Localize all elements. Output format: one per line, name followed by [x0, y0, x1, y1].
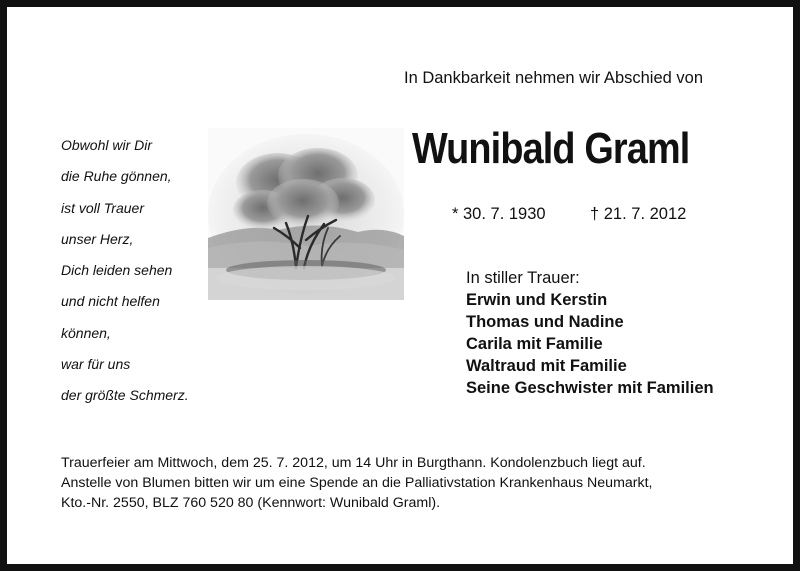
birth-date: * 30. 7. 1930: [452, 205, 546, 223]
poem-line: war für uns: [61, 356, 131, 373]
mourner-entry: Waltraud mit Familie: [466, 357, 627, 375]
mourners-heading: In stiller Trauer:: [466, 269, 580, 287]
deceased-name: Wunibald Graml: [412, 124, 690, 173]
footer-line: Anstelle von Blumen bitten wir um eine Spende an die Palliativstation Krankenhaus Neumarkt,: [61, 475, 653, 491]
poem-line: und nicht helfen: [61, 293, 160, 310]
intro-text: In Dankbarkeit nehmen wir Abschied von: [404, 69, 703, 87]
footer-line: Kto.-Nr. 2550, BLZ 760 520 80 (Kennwort: Wunibald Graml).: [61, 495, 441, 511]
poem-line: ist voll Trauer: [61, 199, 144, 216]
mourner-entry: Erwin und Kerstin: [466, 291, 608, 309]
poem-line: Obwohl wir Dir: [61, 137, 153, 153]
poem-line: Dich leiden sehen: [61, 262, 173, 279]
poem-line: können,: [61, 324, 111, 341]
mourner-entry: Thomas und Nadine: [466, 313, 624, 331]
funeral-notice: [61, 453, 652, 513]
poem-line: die Ruhe gönnen,: [61, 168, 172, 185]
death-date: † 21. 7. 2012: [590, 205, 687, 223]
mourner-entry: Seine Geschwister mit Familien: [466, 379, 714, 397]
footer-line: Trauerfeier am Mittwoch, dem 25. 7. 2012, um 14 Uhr in Burgthann. Kondolenzbuch liegt auf.: [61, 455, 646, 471]
poem: [61, 130, 189, 412]
tree-illustration: [208, 128, 404, 300]
mourner-entry: Carila mit Familie: [466, 335, 603, 353]
poem-line: unser Herz,: [61, 230, 134, 247]
poem-line: der größte Schmerz.: [61, 387, 189, 404]
mourners-list: [466, 267, 714, 399]
